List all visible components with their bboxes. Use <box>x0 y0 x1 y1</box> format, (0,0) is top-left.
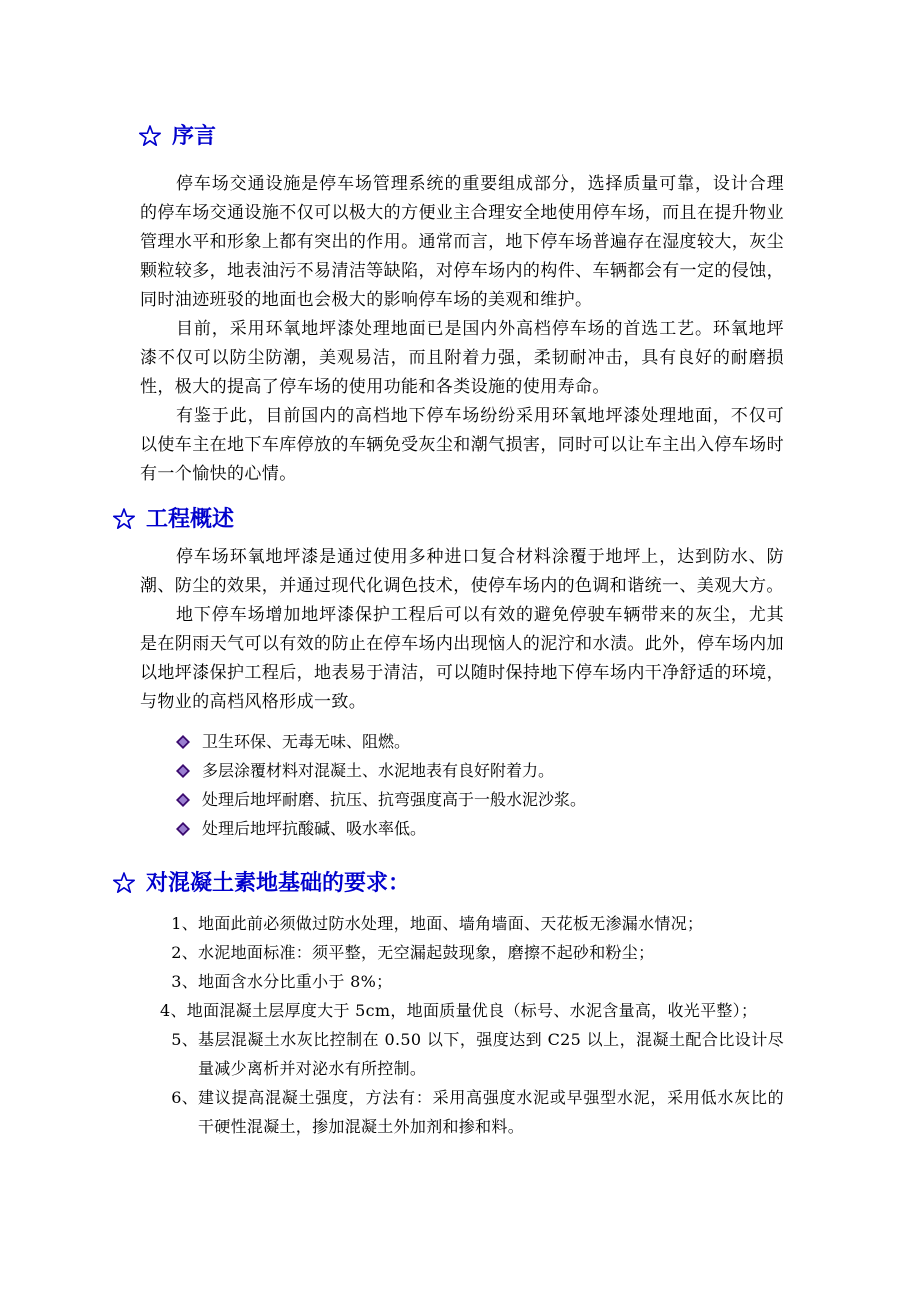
paragraph: 有鉴于此，目前国内的高档地下停车场纷纷采用环氧地坪漆处理地面，不仅可以使车主在地下车库停放的车辆免受灰尘和潮气损害，同时可以让车主出入停车场时有一个愉快的心情。 <box>140 406 784 484</box>
paragraph: 停车场环氧地坪漆是通过使用多种进口复合材料涂覆于地坪上，达到防水、防潮、防尘的效果，并通过现代化调色技术，使停车场内的色调和谐统一、美观大方。 <box>140 547 784 596</box>
section-title: 序言 <box>172 123 217 149</box>
paragraph: 目前，采用环氧地坪漆处理地面已是国内外高档停车场的首选工艺。环氧地坪漆不仅可以防尘防潮，美观易洁，而且附着力强，柔韧耐冲击，具有良好的耐磨损性，极大的提高了停车场的使用功能和各类设施的使用寿命。 <box>140 319 784 397</box>
document-page <box>140 118 784 1141</box>
star-icon <box>112 507 136 531</box>
list-item: 5、 基层混凝土水灰比控制在 0.50 以下，强度达到 C25 以上，混凝土配合比设计尽量减少离析并对泌水有所控制。 <box>171 1030 784 1078</box>
list-item: 多层涂覆材料对混凝土、水泥地表有良好附着力。 <box>176 756 784 785</box>
section-heading-requirements <box>112 865 784 901</box>
paragraph: 停车场交通设施是停车场管理系统的重要组成部分，选择质量可靠，设计合理的停车场交通设施不仅可以极大的方便业主合理安全地使用停车场，而且在提升物业管理水平和形象上都有突出的作用。通常而言，地下停车场普遍存在湿度较大，灰尘颗粒较多，地表油污不易清洁等缺陷，对停车场内的构件、车辆都会有一定的侵蚀，同时油迹班驳的地面也会极大的影响停车场的美观和维护。 <box>140 174 784 310</box>
paragraph: 地下停车场增加地坪漆保护工程后可以有效的避免停驶车辆带来的灰尘，尤其是在阴雨天气可以有效的防止在停车场内出现恼人的泥泞和水渍。此外，停车场内加以地坪漆保护工程后，地表易于清洁，可以随时保持地下停车场内干净舒适的环境，与物业的高档风格形成一致。 <box>140 605 784 712</box>
list-item: 处理后地坪抗酸碱、吸水率低。 <box>176 814 784 843</box>
list-item: 卫生环保、无毒无味、阻燃。 <box>176 727 784 756</box>
list-item: 6、 建议提高混凝土强度，方法有：采用高强度水泥或早强型水泥，采用低水灰比的干硬性混凝土，掺加混凝土外加剂和掺和料。 <box>171 1088 784 1136</box>
section-heading-overview <box>112 501 784 537</box>
list-item: 2、 水泥地面标准：须平整，无空漏起鼓现象，磨擦不起砂和粉尘； <box>171 943 655 962</box>
diamond-bullet-icon <box>176 793 190 807</box>
star-icon <box>138 124 162 148</box>
section-title: 工程概述 <box>146 506 235 532</box>
diamond-bullet-icon <box>176 764 190 778</box>
requirements-list <box>140 909 784 1141</box>
diamond-bullet-icon <box>176 822 190 836</box>
diamond-bullet-icon <box>176 735 190 749</box>
list-item: 处理后地坪耐磨、抗压、抗弯强度高于一般水泥沙浆。 <box>176 785 784 814</box>
section-title: 对混凝土素地基础的要求： <box>146 870 411 896</box>
list-item: 3、 地面含水分比重小于 8%； <box>171 972 393 991</box>
section-heading-preface <box>138 118 784 154</box>
list-item: 1、 地面此前必须做过防水处理，地面、墙角墙面、天花板无渗漏水情况； <box>171 914 704 933</box>
star-icon <box>112 871 136 895</box>
list-item: 4、地面混凝土层厚度大于 5cm，地面质量优良（标号、水泥含量高，收光平整）； <box>160 1001 758 1020</box>
feature-list <box>140 727 784 843</box>
